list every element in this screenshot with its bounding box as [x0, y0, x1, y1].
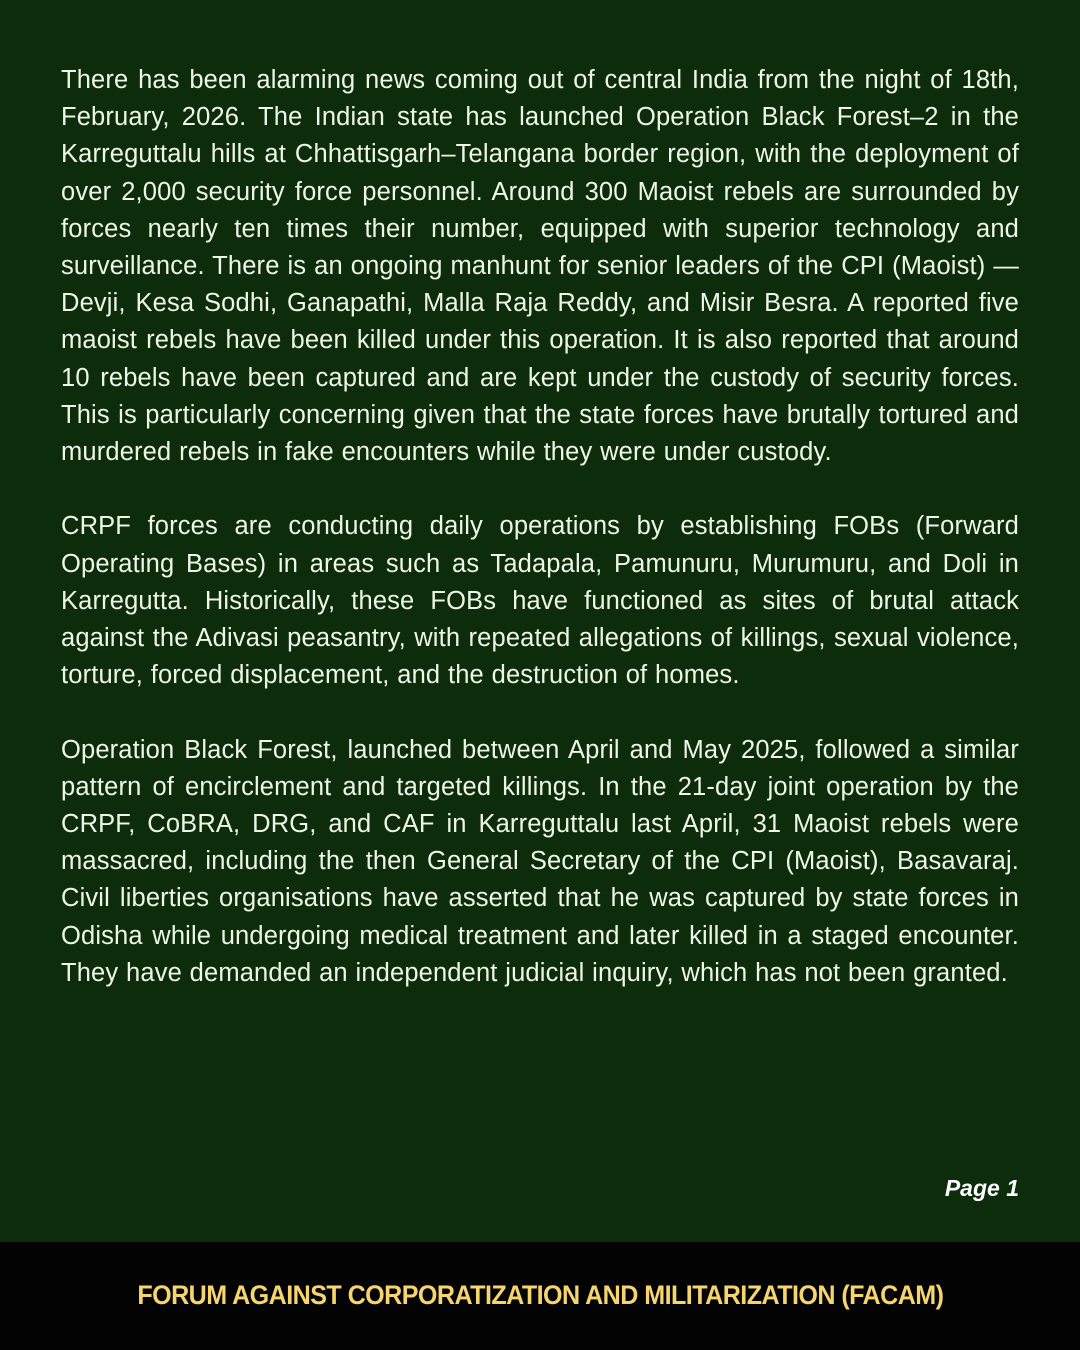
footer-banner: [0, 1242, 1080, 1350]
article-body: [61, 62, 1019, 992]
paragraph-crpf-fobs: CRPF forces are conducting daily operations by establishing FOBs (Forward Operating Bases) in areas such as Tadapala, Pamunuru, Murumuru, and Doli in Karregutta. Historically, these FOBs have functioned as sites of brutal attack against the Adivasi peasantry, with repeated allegations of killings, sexual violence, torture, forced displacement, and the destruction of homes.: [61, 512, 1019, 690]
organization-name: FORUM AGAINST CORPORATIZATION AND MILITARIZATION (FACAM): [136, 1279, 944, 1310]
page-number-label: Page 1: [944, 1175, 1019, 1201]
paragraph-operation-black-forest-2025: Operation Black Forest, launched between April and May 2025, followed a similar pattern of encirclement and targeted killings. In the 21-day joint operation by the CRPF, CoBRA, DRG, and CAF in Karreguttalu last April, 31 Maoist rebels were massacred, including the then General Secretary of the CPI (Maoist), Basavaraj. Civil liberties organisations have asserted that he was captured by state forces in Odisha while undergoing medical treatment and later killed in a staged encounter. They have demanded an independent judicial inquiry, which has not been granted.: [61, 735, 1019, 987]
paragraph-operation-black-forest-2: There has been alarming news coming out of central India from the night of 18th, February, 2026. The Indian state has launched Operation Black Forest–2 in the Karreguttalu hills at Chhattisgarh–Telangana border region, with the deployment of over 2,000 security force personnel. Around 300 Maoist rebels are surrounded by forces nearly ten times their number, equipped with superior technology and surveillance. There is an ongoing manhunt for senior leaders of the CPI (Maoist) — Devji, Kesa Sodhi, Ganapathi, Malla Raja Reddy, and Misir Besra. A reported five maoist rebels have been killed under this operation. It is also reported that around 10 rebels have been captured and are kept under the custody of security forces. This is particularly concerning given that the state forces have brutally tortured and murdered rebels in fake encounters while they were under custody.: [61, 66, 1019, 467]
